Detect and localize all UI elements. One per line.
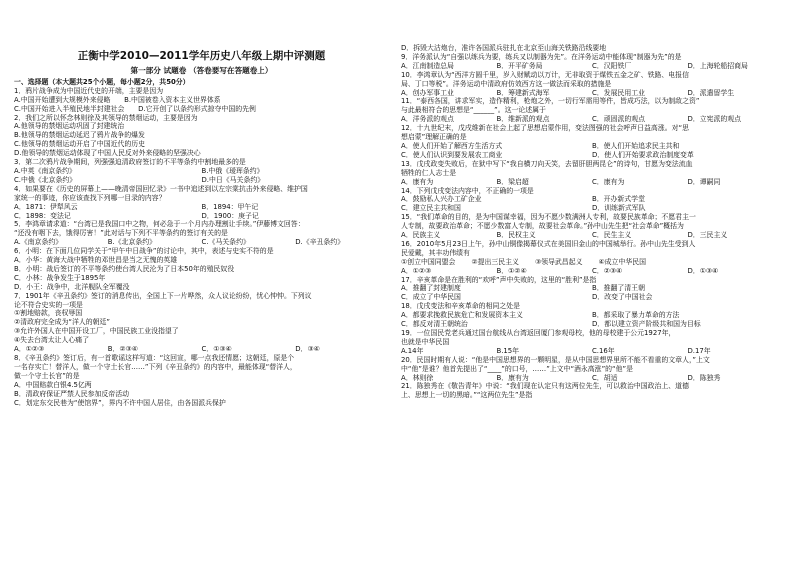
exam-title: 正衡中学2010—2011学年历史八年级上期中评测题 bbox=[77, 50, 326, 62]
option-row bbox=[401, 347, 783, 356]
option-row bbox=[401, 62, 783, 71]
answer-option: C.《马关条约》 bbox=[201, 238, 250, 247]
answer-option: C.中俄《北京条约》 bbox=[14, 175, 77, 184]
answer-option: A．推翻了封建制度 bbox=[401, 284, 461, 293]
answer-option: ①创立中国同盟会 bbox=[401, 257, 456, 266]
question-line: ③允许外国人在中国开设工厂，中国民族工业没指望了 bbox=[14, 327, 179, 336]
left-questions bbox=[14, 87, 389, 408]
answer-option: C．民生主义 bbox=[592, 231, 632, 240]
answer-option: B．开办新式学堂 bbox=[592, 195, 645, 204]
answer-option: B．都采取了暴力革命的方法 bbox=[592, 311, 680, 320]
option-row bbox=[14, 212, 389, 221]
question-line: A．小华：黄海大战中牺牲的邓世昌是当之无愧的英雄 bbox=[14, 256, 178, 265]
left-column bbox=[14, 50, 389, 407]
answer-option: A．使人们开始了解西方生活方式 bbox=[401, 141, 503, 150]
question-line: B.他领导的禁烟运动延迟了鸦片战争的爆发 bbox=[14, 131, 145, 140]
question-line: 与此最相符合的思想是“______”。这一论述属于 bbox=[401, 106, 546, 115]
option-row bbox=[401, 178, 783, 187]
question-line: 6．小明：在下面几位同学关于“甲午中日战争”的讨论中，其中，表述与史实不符的是 bbox=[14, 247, 274, 256]
question-line: 民爱戴，其丰功伟绩有 bbox=[401, 248, 470, 257]
question-line: 16．2010年5月23日上午，孙中山铜像揭幕仪式在美国旧金山的中国城举行。孙中山先生受到人 bbox=[401, 239, 696, 248]
question-line: C.中国开始进入半殖民地半封建社会 D.它开创了以条约形式掠夺中国的先例 bbox=[14, 104, 256, 113]
answer-option: C．②③④ bbox=[592, 266, 623, 275]
option-row bbox=[401, 258, 783, 267]
option-row bbox=[401, 267, 783, 276]
question-line: 4．如果要在《历史的屏幕上——晚清帝国回忆录》一书中追述到以左宗棠抗击外来侵略、维护国 bbox=[14, 184, 308, 193]
question-line: 10．李鸿章认为“西洋方圆千里，岁入财赋动以万计，无非取资于煤铁五金之矿、铁路、电报信 bbox=[401, 70, 689, 79]
answer-option: C．发展民用工业 bbox=[592, 88, 646, 97]
question-line: 想启蒙”理解正确的是 bbox=[401, 133, 467, 142]
answer-option: B．开平矿务局 bbox=[496, 61, 543, 70]
question-line: ④失去台湾太让人心痛了 bbox=[14, 336, 90, 345]
question-line: 11．“泰西各国，讲求军实，造作精利，枪炮之外，一切行军需用等件，皆成巧法，以为制敌之资” bbox=[401, 97, 700, 106]
question-line: 上、思想上一切的黑暗。”“这两位先生”是指 bbox=[401, 391, 533, 400]
option-row bbox=[14, 167, 389, 176]
question-line: 21．陈独秀在《敬告青年》中说：“我们现在认定只有这两位先生，可以救治中国政治上、道德 bbox=[401, 382, 689, 391]
answer-option: ③领导武昌起义 bbox=[534, 257, 583, 266]
question-line: 人专制，故要政治革命；不愿少数富人专制，故要社会革命。”孙中山先生把“社会革命”概括为 bbox=[401, 222, 684, 231]
option-row bbox=[401, 151, 783, 160]
question-line: D．小王：战争中，北洋舰队全军覆没 bbox=[14, 282, 130, 291]
answer-option: B．使人们开始追求民主共和 bbox=[592, 141, 680, 150]
exam-subtitle: 第一部分 试题卷 （答卷要写在答题卷上） bbox=[130, 66, 273, 75]
answer-option: D．使人们开始要求政治制度变革 bbox=[592, 150, 694, 159]
question-line: C．划定东交民巷为“使馆界”，界内不许中国人居住，由各国派兵保护 bbox=[14, 398, 226, 407]
option-row bbox=[14, 345, 389, 354]
answer-option: B．维新派的观点 bbox=[496, 115, 550, 124]
question-line: 15．“我们革命的目的，是为中国谋幸福，因为不愿少数满洲人专利，故要民族革命；不愿君主一 bbox=[401, 213, 696, 222]
question-line: 论不符合史实的一项是 bbox=[14, 300, 83, 309]
answer-option: A．康有为 bbox=[401, 177, 434, 186]
answer-option: A．①②③ bbox=[401, 266, 432, 275]
answer-option: C．使人们认识到要发展农工商业 bbox=[401, 150, 503, 159]
option-row bbox=[401, 293, 783, 302]
answer-option: A．都要求挽救民族危亡和发展资本主义 bbox=[401, 311, 523, 320]
option-row bbox=[401, 320, 783, 329]
question-line: 19．一位国民党老兵通过国台航线从台湾返回厦门参观母校，他的母校建于公元1927年， bbox=[401, 329, 676, 337]
option-row bbox=[401, 311, 783, 320]
question-line: A.中国开始遭到大规模外来侵略 B.中国被卷入资本主义世界体系 bbox=[14, 95, 221, 104]
answer-option: A．洋务派的观点 bbox=[401, 115, 454, 124]
answer-option: B．民权主义 bbox=[496, 231, 536, 240]
question-line: A.他领导的禁烟运动巩固了封建统治 bbox=[14, 122, 125, 131]
answer-option: A．鼓励私人兴办工矿企业 bbox=[401, 195, 482, 204]
answer-option: B．筹建新式海军 bbox=[496, 88, 550, 97]
answer-option: C．顽固派的观点 bbox=[592, 115, 646, 124]
answer-option: C．康有为 bbox=[592, 177, 625, 186]
question-line: C．小林：战争发生于1895年 bbox=[14, 273, 106, 282]
question-line: “还没有咽下去，饿得厉害！”此对话与下列不平等条约的签订有关的是 bbox=[14, 229, 228, 238]
question-line: 中“他”是谁？他首先提出了“____”的口号，……”上文中“酒永高涨”的“他”是 bbox=[401, 364, 633, 373]
option-row bbox=[401, 115, 783, 124]
option-row bbox=[14, 176, 389, 185]
answer-option: C．建立民主共和国 bbox=[401, 204, 461, 213]
answer-option: A．江南制造总局 bbox=[401, 61, 454, 70]
question-line: 18．戊戌变法和辛亥革命的相同之处是 bbox=[401, 302, 521, 311]
answer-option: B.15年 bbox=[496, 346, 520, 355]
question-line: 8．《辛丑条约》签订后，有一首歌谣这样写道：“这回宣，哪一点我还情愿；这朝廷，原是个 bbox=[14, 354, 295, 362]
answer-option: C．胡适 bbox=[592, 373, 618, 382]
answer-option: D．立宪派的观点 bbox=[687, 115, 742, 124]
question-line: 1．鸦片战争成为中国近代史的开端，主要是因为 bbox=[14, 86, 164, 95]
answer-option: D.17年 bbox=[687, 346, 711, 355]
section-heading: 一、选择题（本大题共25个小题，每小题2分，共50分） bbox=[14, 77, 190, 86]
answer-option: D．③④ bbox=[295, 345, 320, 354]
answer-option: ④成立中华民国 bbox=[598, 257, 647, 266]
answer-option: D.中日《马关条约》 bbox=[201, 175, 265, 184]
option-row bbox=[14, 203, 389, 212]
right-column bbox=[401, 44, 783, 400]
question-line: 12．十九世纪末，戊戌维新在社会上起了思想启蒙作用，变法图强的社会呼声日益高涨。对“思 bbox=[401, 124, 689, 133]
answer-option: ②提出三民主义 bbox=[471, 257, 519, 266]
question-line: C.他领导的禁烟运动开启了中国近代的历史 bbox=[14, 140, 146, 149]
answer-option: B．推翻了清王朝 bbox=[592, 284, 645, 293]
answer-option: B.《北京条约》 bbox=[107, 238, 157, 247]
answer-option: A.中英《南京条约》 bbox=[14, 166, 76, 175]
question-line: 3．第二次鸦片战争期间，列强强迫清政府签订的不平等条约中割地最多的是 bbox=[14, 158, 246, 167]
question-line: 5．李鸿章请求道：“台湾已是我国口中之物，何必急于一个月内办理割让手续。”伊藤博文回答： bbox=[14, 220, 305, 229]
answer-option: A.《南京条约》 bbox=[14, 238, 63, 247]
question-line: B．小明：战后签订的不平等条约使台湾人民沦为了日本50年的殖民奴役 bbox=[14, 264, 235, 273]
answer-option: D．派遣留学生 bbox=[687, 88, 735, 97]
question-line: 20．民国时期有人说：“他是中国思想界的一颗明星，是从中国思想界里所不能不看重的文章人，”上文 bbox=[401, 355, 710, 364]
question-line: 17．辛亥革命是在胜利的“欢呼”声中失败的，这里的“胜利”是指 bbox=[401, 275, 597, 284]
answer-option: D．改变了中国社会 bbox=[592, 293, 653, 302]
answer-option: D.《辛丑条约》 bbox=[295, 238, 345, 247]
answer-option: A．1871：伊犁风云 bbox=[14, 202, 78, 211]
answer-option: D．训练新式军队 bbox=[592, 204, 646, 213]
option-row bbox=[401, 89, 783, 98]
answer-option: A．林则徐 bbox=[401, 373, 434, 382]
answer-option: C．成立了中华民国 bbox=[401, 293, 461, 302]
answer-option: A．民族主义 bbox=[401, 231, 441, 240]
right-questions bbox=[401, 44, 783, 400]
answer-option: A.14年 bbox=[401, 346, 424, 355]
answer-option: B.中俄《瑷珲条约》 bbox=[201, 166, 264, 175]
question-line: D.他领导的禁烟运动体现了中国人民反对外来侵略的坚强决心 bbox=[14, 149, 201, 158]
question-line: 9．洋务派认为“自强以练兵为要，练兵又以制器为先”。在洋务运动中能体现“制器为先”的是 bbox=[401, 52, 682, 61]
answer-option: B．康有为 bbox=[496, 373, 529, 382]
question-line: 14．下列戊戌变法内容中，不正确的一项是 bbox=[401, 186, 534, 195]
answer-option: B．②③④ bbox=[107, 345, 138, 354]
answer-option: C.16年 bbox=[592, 346, 615, 355]
question-line: 一名存实亡！替洋人，做一个守土长官……”下列《辛丑条约》的内容中，最能体现“替洋人， bbox=[14, 362, 297, 371]
answer-option: C．都反对清王朝统治 bbox=[401, 320, 468, 329]
answer-option: D．陈独秀 bbox=[687, 373, 721, 382]
question-line: 家统一的事迹，你应该查找下列哪一目录的内容？ bbox=[14, 193, 166, 202]
answer-option: A．创办军事工业 bbox=[401, 88, 454, 97]
answer-option: C．汉阳铁厂 bbox=[592, 61, 632, 70]
question-line: 局、丁口等税”。洋务运动中清政府仿效西方这一做法而采取的措施是 bbox=[401, 79, 612, 88]
answer-option: D．①③④ bbox=[687, 266, 719, 275]
option-row bbox=[401, 195, 783, 204]
question-line: 做一个守土长官”的是 bbox=[14, 371, 80, 380]
question-line: 2．我们之所以怀念林则徐及其领导的禁烟运动，主要是因为 bbox=[14, 113, 198, 122]
option-row bbox=[401, 374, 783, 383]
answer-option: B．①②④ bbox=[496, 266, 527, 275]
answer-option: C．①③④ bbox=[201, 345, 232, 354]
answer-option: A．①②③ bbox=[14, 345, 45, 354]
option-row bbox=[401, 142, 783, 151]
answer-option: D．都以建立资产阶级共和国为目标 bbox=[592, 320, 701, 329]
option-row bbox=[401, 204, 783, 213]
option-row bbox=[14, 238, 389, 247]
question-line: 也就是中华民国 bbox=[401, 337, 450, 346]
question-line: A．中国赔款白银4.5亿两 bbox=[14, 380, 92, 389]
answer-option: B．梁启超 bbox=[496, 177, 529, 186]
answer-option: D．三民主义 bbox=[687, 231, 728, 240]
answer-option: D．1900：庚子记 bbox=[201, 211, 259, 220]
question-line: ①割地赔款，丧权辱国 bbox=[14, 309, 83, 318]
question-line: B．清政府保证严禁人民参加反帝活动 bbox=[14, 389, 129, 398]
option-row bbox=[401, 231, 783, 240]
question-line: 13．戊戌政变失败后，在狱中写下“我自横刀向天笑，去留肝胆两昆仑”的诗句，甘愿为变法流血 bbox=[401, 159, 693, 168]
exam-header bbox=[14, 50, 389, 87]
answer-option: D．谭嗣同 bbox=[687, 177, 721, 186]
answer-option: B．1894：甲午记 bbox=[201, 202, 259, 211]
question-line: 7．1901年《辛丑条约》签订的消息传出，全国上下一片哗然，众人议论纷纷，忧心忡忡。下列议 bbox=[14, 291, 312, 300]
question-line: 牺牲的仁人志士是 bbox=[401, 168, 457, 177]
question-line: ②清政府完全成为“洋人的朝廷” bbox=[14, 318, 111, 327]
answer-option: C．1898：变法记 bbox=[14, 211, 71, 220]
answer-option: D．上海轮船招商局 bbox=[687, 61, 748, 70]
question-line: D．拆毁大沽炮台，准许各国派兵驻扎在北京至山海关铁路沿线要地 bbox=[401, 44, 607, 52]
